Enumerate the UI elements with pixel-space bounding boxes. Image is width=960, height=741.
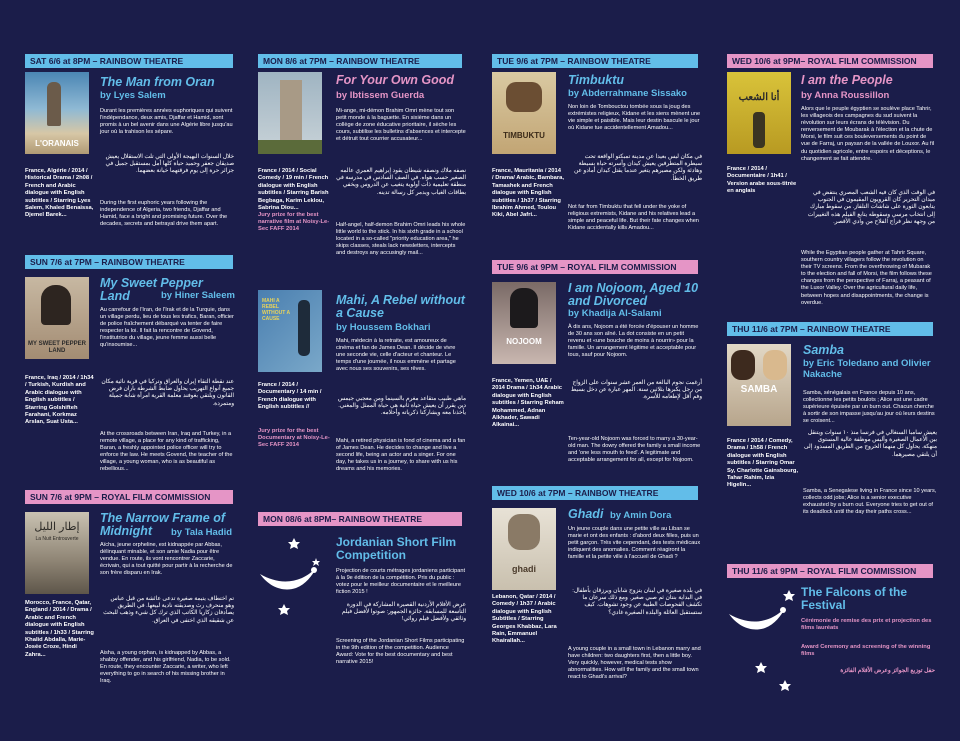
award-note: Jury prize for the best Documentary at Noisy-Le-Sec FAFF 2014 xyxy=(258,428,330,449)
synopsis-en: During the first euphoric years following the independence of Algeria, two friends, Djaffar and Hamid, face a bright and promising future. Over the decades, secrets and betrayal drive them apart. xyxy=(100,200,228,228)
synopsis-fr: Un jeune couple dans une petite ville au Liban se marie et ont des enfants : d'abord deux filles, puis un petit garçon. Très vite cependant, des tests médicaux indiquent des anomalies. Comment réagiront la famille et la petite ville à l'accueil de Ghadi ? xyxy=(568,526,701,561)
synopsis-en: At the crossroads between Iran, Iraq and Turkey, in a remote village, a place for any kind of trafficking, Baran, a freshly appointed police officer will try to enforce the law. He meets Govend, the teacher of the village, a young woman, who is as beautiful as rebellious... xyxy=(100,431,233,473)
synopsis-en: Not far from Timbuktu that fell under the yoke of religious extremists, Kidane and his relatives lead a simple and peaceful life. But their fate changes when Kidane accidentally kills Amadou... xyxy=(568,204,699,232)
synopsis-en: Samba, a Senegalese living in France since 10 years, collects odd jobs; Alice is a senior executive exhausted by a burn out. Everyone tries to get out of its deadlock until the day their paths cross... xyxy=(803,488,937,516)
poster-title: أنا الشعب xyxy=(738,92,780,103)
synopsis-fr: Mi-ange, mi-démon Brahim Omri mène tout son petit monde à la baguette. En sixième dans un collège de zone éducative prioritaire, il sèche les cours, subtilise les bulletins d'absences et intercepte et détruit tout courrier accusateur... xyxy=(336,108,466,143)
film-details: France, Yemen, UAE / 2014 Drama / 1h34 Arabic dialogue with English subtitles / Starring Reham Mohammed, Adnan Alkhader, Sawadi Alkainai... xyxy=(492,378,564,429)
description-ar: عرض الأفلام الأردنية القصيرة المشاركة في الدورة التاسعة للمسابقة. جائزة الجمهور: صوتوا لأفضل فيلم وثائقي ولأفضل فيلم روائي! xyxy=(341,602,466,623)
film-details: France, Algérie / 2014 / Historical Drama / 2h08 / French and Arabic dialogue with English subtitles / Starring Lyes Salem, Khaled Benaissa, Djemel Barek... xyxy=(25,168,94,219)
film-poster xyxy=(258,72,322,154)
synopsis-en: Aisha, a young orphan, is kidnapped by Abbas, a shabby offender, and his girlfriend, Nadia, to be sold. En route, they encounter Zaccarie, a writer, who left everything to go in search of his missing brother in Iraq. xyxy=(100,650,231,685)
synopsis-en: Mahi, a retired physician is fond of cinema and a fan of James Dean. He decides to change and live a second life, being an actor and a singer. For one day, he takes us in a journey, to share with us his dreams and his memories. xyxy=(336,438,466,473)
film-poster xyxy=(727,344,791,426)
ceremony-ar: حفل توزيع الجوائز وعرض الأفلام الفائزة xyxy=(840,668,935,674)
synopsis-ar: خلال السنوات البهيجة الأولى التي تلت الاستقلال يعيش صديقان جعفر وحميد حياة كلها أمل بمستقبل جميل في جزائر حرة إلى يوم فرقتهما خيانة بعضهما. xyxy=(105,154,234,175)
screening-header: WED 10/6 at 9PM– ROYAL FILM COMMISSION xyxy=(727,54,933,68)
film-title: Mahi, A Rebel without a Cause xyxy=(336,293,465,320)
film-title: I am the People xyxy=(801,73,893,87)
film-title: Samba xyxy=(803,343,844,357)
film-poster xyxy=(492,282,556,364)
synopsis-en: A young couple in a small town in Lebanon marry and have children: two daughters first, then a little boy. Very quickly, however, medical tests show abnormalities. How will the family and the small town react to Ghadi's arrival? xyxy=(568,646,701,681)
film-details: France, Mauritania / 2014 / Drama/ Arabic, Bambara, Tamashek and French dialogue with English subtitles / 1h37 / Starring Ibrahim Ahmed, Toulou Kiki, Abel Jafri... xyxy=(492,168,564,219)
synopsis-fr: Durant les premières années euphoriques qui suivent l'indépendance, deux amis, Djaffar et Hamid, sont promis à un bel avenir dans une Algérie libre jusqu'au jour où la trahison les sépare. xyxy=(100,108,233,136)
synopsis-ar: يعيش سامبا السنغالي في فرنسا منذ ١٠ سنوات ويتنقل بين الأعمال الصغيرة وأليس موظفة عالية المستوى منهكة. يحاول كل منهما الخروج من الطريق المسدود إلى أن يلتقي مصيرهما. xyxy=(804,430,937,458)
film-poster xyxy=(492,72,556,154)
screening-header: MON 8/6 at 7PM – RAINBOW THEATRE xyxy=(258,54,462,68)
synopsis-ar: عند نقطة التقاء إيران والعراق وتركيا في قرية نائية مكان جميع أنواع التهريب يحاول ضابط الشرطة باران فرض القانون ويلتقي بغوفند معلمة القرية امرأة شابة جميلة ومتمردة. xyxy=(101,379,234,407)
film-details: France, Iraq / 2014 / 1h34 / Turkish, Kurdish and Arabic dialogue with English subtitles / Starring Golshifteh Farahani, Korkmaz Arslan, Suat Usta... xyxy=(25,375,94,426)
event-title: Jordanian Short Film Competition xyxy=(336,535,457,562)
synopsis-fr: Mahi, médecin à la retraite, est amoureux de cinéma et fan de James Dean. Il décide de vivre une seconde vie, celle d'acteur et chanteur. Le temps d'une journée, il nous emmène et partage avec nous ses souvenirs, ses rêves. xyxy=(336,338,456,373)
film-director: by Tala Hadid xyxy=(171,527,233,538)
synopsis-en: While the Egyptian people gather at Tahrir Square, southern country villagers follow the revolution on their TV screens. From the overthrowing of Mubarak to the election and fall of Morsi, the film follows these changes from the perspective of Farraj, a peasant of the Luxor Valley. Over the agricultural daily life, between hopes and disappointments, the change is overdue. xyxy=(801,250,932,306)
falcon-icon xyxy=(727,582,799,692)
film-director: by Houssem Bokhari xyxy=(336,322,431,333)
synopsis-fr: Aïcha, jeune orpheline, est kidnappée par Abbas, délinquant minable, et son amie Nadia pour être vendue. En route, ils vont rencontrer Zaccarie, écrivain, qui a tout quitté pour partir à la recherche de son frère disparu en Irak. xyxy=(100,542,233,577)
description-en: Screening of the Jordanian Short Films participating in the 9th edition of the competition. Audience Award: Vote for the best documentary and best narrative 2015! xyxy=(336,638,465,666)
film-director: by Anna Roussillon xyxy=(801,90,890,101)
screening-header: TUE 9/6 at 7PM – RAINBOW THEATRE xyxy=(492,54,698,68)
synopsis-fr: Non loin de Tombouctou tombée sous la joug des extrémistes religieux, Kidane et les siens mènent une vie simple et paisible. Mais leur destin bascule le jour où Kidane tue accidentellement Amadou... xyxy=(568,104,701,132)
synopsis-fr: Au carrefour de l'Iran, de l'Irak et de la Turquie, dans un village perdu, lieu de tous les trafics, Baran, officier de police fraîchement débarqué va tenter de faire respecter la loi. Il fait la rencontre de Govend, l'institutrice du village, jeune femme aussi belle qu'insoumise... xyxy=(100,307,234,349)
film-title: Timbuktu xyxy=(568,73,625,87)
film-details: France / 2014 / Social Comedy / 19 min / French dialogue with English subtitles / Starring Barish Begbaga, Karim Leklou, Sabrina Diou... xyxy=(258,168,329,212)
film-poster xyxy=(25,277,89,359)
poster-title: إطار الليل xyxy=(34,521,80,533)
film-poster xyxy=(727,72,791,154)
award-note: Jury prize for the best narrative film at Noisy-Le-Sec FAFF 2014 xyxy=(258,212,330,233)
film-title: I am Nojoom, Aged 10 and Divorced xyxy=(568,281,699,308)
synopsis-ar: نصفه ملاك ونصفه شيطان يقود إبراهيم العمري عالمه الصغير حسب هواه. في الصف السادس في مدرسة في منطقة تعليمية ذات أولوية يتغيب عن الدروس ويخفي بطاقات الغياب ويدمر كل رسالة تدينه. xyxy=(336,168,466,196)
screening-header: TUE 9/6 at 9PM – ROYAL FILM COMMISSION xyxy=(492,260,698,274)
ceremony-en: Award Ceremony and screening of the winning films xyxy=(801,644,931,658)
ceremony-fr: Cérémonie de remise des prix et projection des films lauréats xyxy=(801,618,932,632)
film-title: My Sweet Pepper Land xyxy=(100,276,203,303)
synopsis-fr: Alors que le peuple égyptien se soulève place Tahrir, les villageois des campagnes du sud suivent la révolution sur leurs écrans de télévision. Du renversement de Moubarak à l'élection et la chute de Morsi, le film suit ces bouleversements du point de vue de Farraj, un paysan de la vallée de Louxor. Au fil du quotidien agricole, entre espoirs et déceptions, le changement se fait attendre. xyxy=(801,106,935,162)
film-details: Lebanon, Qatar / 2014 / Comedy / 1h37 / Arabic dialogue with English Subtitles / Starring Georges Khabbaz, Lara Rain, Emmanuel Khairallah... xyxy=(492,594,557,645)
film-details: France / 2014 / Comedy, Drama / 1h58 / French dialogue with English subtitles / Starring Omar Sy, Charlotte Gainsbourg, Tahar Rahim, Izia Higelin... xyxy=(727,438,799,489)
film-director: by Khadija Al-Salami xyxy=(568,308,662,319)
film-title: Ghadi xyxy=(568,507,604,521)
synopsis-fr: À dix ans, Nojoom a été forcée d'épouser un homme de 30 ans son aîné. La dot consiste en un petit revenu et «une bouche de moins à nourrir» pour la famille. Un arrangement légitime et acceptable pour tous, sauf pour Nojoom. xyxy=(568,324,699,359)
poster-title: MAHI A REBEL WITHOUT A CAUSE xyxy=(262,298,290,322)
synopsis-ar: تم اختطاف يتيمة صغيرة تدعى عائشة من قبل عباس وهو منحرف رث وصديقته نادية لبيعها. في الطريق يصادفان زكاريا الكاتب الذي ترك كل شيء وذهب للبحث عن شقيقه الذي اختفى في العراق. xyxy=(103,596,234,624)
screening-header: SUN 7/6 at 7PM – RAINBOW THEATRE xyxy=(25,255,233,269)
film-poster xyxy=(258,290,322,372)
film-details: France / 2014 / Documentaire / 1h41 / Version arabe sous-titrée en anglais xyxy=(727,166,797,195)
screening-header: SUN 7/6 at 9PM – ROYAL FILM COMMISSION xyxy=(25,490,233,504)
description-fr: Projection de courts métrages jordaniens participant à la 9e édition de la compétition. Prix du public : votez pour le meilleur documentaire et le meilleure fiction 2015 ! xyxy=(336,568,466,596)
film-director: by Ibtissem Guerda xyxy=(336,90,425,101)
film-poster xyxy=(492,508,556,590)
poster-subtitle: La Nuit Entrouverte xyxy=(35,536,79,542)
film-details: Morocco, France, Qatar, England / 2014 / Drama / Arabic and French dialogue with English subtitles / 1h33 / Starring Khalid Abdalla, Marie-Josée Croze, Hindi Zahra... xyxy=(25,600,94,658)
poster-title: TIMBUKTU xyxy=(503,131,545,140)
film-director: by Lyes Salem xyxy=(100,90,166,101)
film-director: by Amin Dora xyxy=(610,510,672,521)
synopsis-fr: Samba, sénégalais en France depuis 10 ans, collectionne les petits boulots ; Alice est une cadre supérieure épuisée par un burn out. Chacun cherche à sortir de son impasse jusqu'au jour où leurs destins se croisent... xyxy=(803,390,935,425)
screening-header: THU 11/6 at 9PM – ROYAL FILM COMMISSION xyxy=(727,564,933,578)
screening-header: THU 11/6 at 7PM – RAINBOW THEATRE xyxy=(727,322,933,336)
film-title: For Your Own Good xyxy=(336,73,455,87)
film-poster xyxy=(25,512,89,594)
event-title: The Falcons of the Festival xyxy=(801,585,908,612)
screening-header: SAT 6/6 at 8PM – RAINBOW THEATRE xyxy=(25,54,233,68)
film-details: France / 2014 / Documentary / 14 min / French dialogue with English subtitles // xyxy=(258,382,322,411)
film-director: by Abderrahmane Sissako xyxy=(568,88,687,99)
poster-title: NOJOOM xyxy=(506,337,542,346)
poster-title: SAMBA xyxy=(740,384,778,395)
synopsis-ar: ماهي طبيب متقاعد مغرم بالسينما ومن معجبي جيمس دين يقرر أن يعيش حياة ثانية هي حياة الممثل والمغني. يأخذنا معه ويشاركنا ذكرياته وأحلامه. xyxy=(337,396,466,417)
film-title: The Narrow Frame of Midnight xyxy=(100,511,226,538)
film-title: The Man from Oran xyxy=(100,75,215,89)
synopsis-en: Ten-year-old Nojoom was forced to marry a 30-year-old man. The dowry offered the family a small income and 'one less mouth to feed'. A legitimate and acceptable arrangement for all, except for Nojoom. xyxy=(568,436,701,464)
film-director: by Hiner Saleem xyxy=(161,290,235,301)
synopsis-ar: في الوقت الذي كان فيه الشعب المصري ينتفض في ميدان التحرير كان القرويون المقيمون في الجنوب يتابعون الثورة على شاشات التلفاز. من سقوط مبارك إلى انتخاب مرسي وسقوطه يتابع الفيلم هذه التغييرات من وجهة نظر فراج الفلاح من وادي الأقصر. xyxy=(807,190,935,225)
film-poster xyxy=(25,72,89,154)
screening-header: MON 08/6 at 8PM– RAINBOW THEATRE xyxy=(258,512,462,526)
synopsis-ar: في مكان ليس بعيدا عن مدينة تمبكتو الواقعة تحت سيطرة المتطرفين يعيش كيدان وأسرته حياة بسيطة وهادئة ولكن مصيرهم يتغير عندما يقتل كيدان أمادو عن طريق الخطأ. xyxy=(573,154,702,182)
film-director: by Eric Toledano and Olivier Nakache xyxy=(803,358,931,380)
falcon-icon xyxy=(258,532,328,622)
synopsis-ar: أرغمت نجوم البالغة من العمر عشر سنوات على الزواج من رجل يكبرها بثلاثين سنة. المهر عبارة عن دخل بسيط وفم أقل لإطعامه للأسرة. xyxy=(570,380,702,401)
poster-title: ghadi xyxy=(512,564,536,574)
synopsis-ar: في بلدة صغيرة في لبنان يتزوج شابان ويرزقان بأطفال: في البداية بنتان ثم صبي صغير. ومع ذلك سرعان ما تكشف الفحوصات الطبية عن وجود تشوهات. كيف ستستقبل العائلة والبلدة الصغيرة غادي؟ xyxy=(572,588,702,616)
synopsis-en: Half-angel, half-demon Brahim Omri leads his whole little world to the stick. In his sixth grade in a school located in a so-called "priority education area," he skips classes, steals lack newsletters, intercepts and destroys any accusingly mail... xyxy=(336,222,466,257)
poster-title: MY SWEET PEPPER LAND xyxy=(28,341,86,354)
poster-title: L'ORANAIS xyxy=(35,139,79,148)
screening-header: WED 10/6 at 7PM – RAINBOW THEATRE xyxy=(492,486,698,500)
